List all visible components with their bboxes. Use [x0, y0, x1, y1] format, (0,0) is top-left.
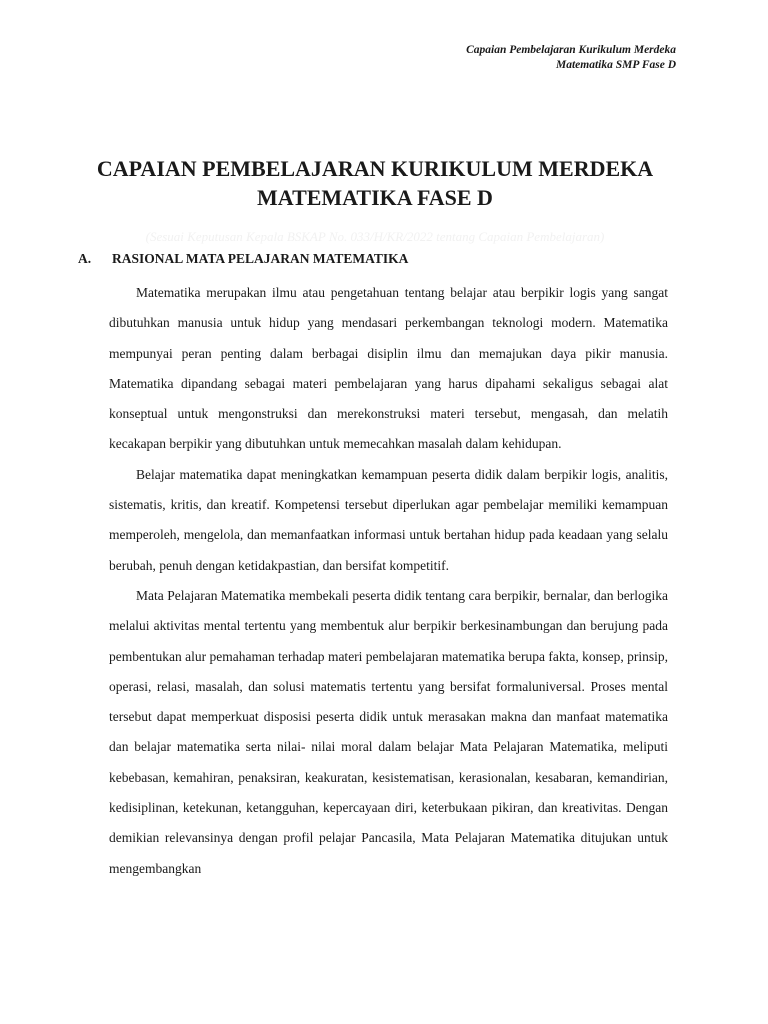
- section-a-number: A.: [78, 251, 92, 266]
- document-title: [60, 154, 690, 212]
- paragraph-2: Belajar matematika dapat meningkatkan kemampuan peserta didik dalam berpikir logis, analitis, sistematis, kritis, dan kreatif. Kompetensi tersebut diperlukan agar pembelajar memiliki kemampuan memperoleh, mengelola, dan memanfaatkan informasi untuk bertahan hidup pada keadaan yang selalu berubah, penuh dengan ketidakpastian, dan bersifat kompetitif.: [109, 466, 668, 573]
- paragraph-3: Mata Pelajaran Matematika membekali peserta didik tentang cara berpikir, bernalar, dan berlogika melalui aktivitas mental tertentu yang membentuk alur berpikir berkesinambungan dan berujung pada pembentukan alur pemahaman terhadap materi pembelajaran matematika berupa fakta, konsep, prinsip, operasi, relasi, masalah, dan solusi matematis tertentu yang bersifat formaluniversal. Proses mental tersebut dapat memperkuat disposisi peserta didik untuk merasakan makna dan manfaat matematika dan belajar matematika serta nilai- nilai moral dalam belajar Mata Pelajaran Matematika, meliputi kebebasan, kemahiran, penaksiran, keakuratan, kesistematisan, kerasionalan, kesabaran, kemandirian, kedisiplinan, ketekunan, ketangguhan, kepercayaan diri, keterbukaan pikiran, dan kreativitas. Dengan demikian relevansinya dengan profil pelajar Pancasila, Mata Pelajaran Matematika ditujukan untuk mengembangkan: [109, 587, 668, 876]
- header-line-1: Capaian Pembelajaran Kurikulum Merdeka: [466, 44, 676, 56]
- title-line-1: CAPAIAN PEMBELAJARAN KURIKULUM MERDEKA: [96, 156, 654, 181]
- title-line-2: MATEMATIKA FASE D: [257, 185, 493, 210]
- header-line-2: Matematika SMP Fase D: [555, 59, 676, 71]
- paragraph-1: Matematika merupakan ilmu atau pengetahuan tentang belajar atau berpikir logis yang sangat dibutuhkan manusia untuk hidup yang mendasari perkembangan teknologi modern. Matematika mempunyai peran penting dalam berbagai disiplin ilmu dan memajukan daya pikir manusia. Matematika dipandang sebagai materi pembelajaran yang harus dipahami sekaligus sebagai alat konseptual untuk mengonstruksi dan merekonstruksi materi tersebut, mengasah, dan melatih kecakapan berpikir yang dibutuhkan untuk memecahkan masalah dalam kehidupan.: [109, 285, 668, 452]
- section-a-body: [109, 278, 668, 884]
- section-a-title: RASIONAL MATA PELAJARAN MATEMATIKA: [112, 251, 409, 266]
- section-a-heading: [78, 250, 408, 268]
- running-header: [466, 43, 676, 73]
- faint-subtitle: (Sesuai Keputusan Kepala BSKAP No. 033/H/KR/2022 tentang Capaian Pembelajaran): [145, 229, 605, 244]
